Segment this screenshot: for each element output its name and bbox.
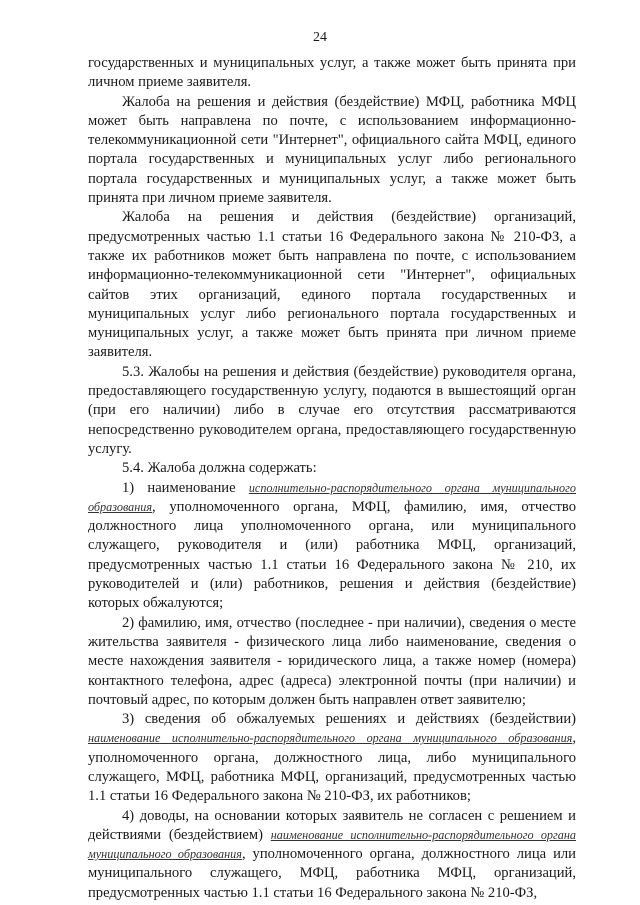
list-item-1-after: , уполномоченного органа, МФЦ, фамилию, имя, отчество должностного лица уполномоченного органа, или муниципального служащего, руководителя и (или) работника МФЦ, организаций, предусмотренных частью 1.1 статьи 16 Федерального закона № 210, их руководителей и (или) работников, решения и действия (бездействие) которых обжалуются; bbox=[88, 498, 576, 612]
paragraph-5-4: 5.4. Жалоба должна содержать: bbox=[122, 460, 317, 477]
list-item-3-after: , уполномоченного органа, должностного лица, либо муниципального служащего, МФЦ, работника МФЦ, организаций, предусмотренных частью 1.1 статьи 16 Федерального закона № 210-ФЗ, их работников; bbox=[88, 730, 576, 805]
list-item-4-before: 4) доводы, на основании которых заявитель не согласен с решением и действиями (бездействием) bbox=[88, 807, 576, 843]
paragraph-organizations-complaint: Жалоба на решения и действия (бездействие) организаций, предусмотренных частью 1.1 статьи 16 Федерального закона № 210-ФЗ, а также их работников может быть направлена по почте, с использованием информационно-телекоммуникационной сети "Интернет", официальных сайтов этих организаций, единого портала государственных и муниципальных услуг либо регионального портала государственных и муниципальных услуг, а также может быть принята при личном приеме заявителя. bbox=[88, 209, 576, 361]
list-item-1 bbox=[88, 479, 576, 614]
document-body bbox=[88, 54, 576, 903]
list-item-4-after: , уполномоченного органа, должностного лица или муниципального служащего, МФЦ, работника МФЦ, организаций, предусмотренных частью 1.1 статьи 16 Федерального закона № 210-ФЗ, bbox=[88, 846, 576, 901]
list-item-2: 2) фамилию, имя, отчество (последнее - при наличии), сведения о месте жительства заявителя - физического лица либо наименование, сведения о месте нахождения заявителя - юридического лица, а также номер (номера) контактного телефона, адрес (адреса) электронной почты (при наличии) и почтовый адрес, по которым должен быть направлен ответ заявителю; bbox=[88, 614, 576, 708]
list-item-4-underlined: наименование исполнительно-распорядительного органа муниципального образования bbox=[88, 827, 576, 862]
list-item-4 bbox=[88, 807, 576, 903]
paragraph-5-3: 5.3. Жалобы на решения и действия (бездействие) руководителя органа, предоставляющего государственную услугу, подаются в вышестоящий орган (при его наличии) либо в случае его отсутствия рассматриваются непосредственно руководителем органа, предоставляющего государственную услугу. bbox=[88, 363, 576, 457]
list-item-3 bbox=[88, 710, 576, 806]
list-item-1-underlined: исполнительно-распорядительного органа муниципального образования bbox=[88, 480, 576, 514]
list-item-3-before: 3) сведения об обжалуемых решениях и действиях (бездействии) bbox=[122, 711, 576, 728]
list-item-1-before: 1) наименование bbox=[122, 479, 249, 496]
list-item-3-underlined: наименование исполнительно-распорядительного органа муниципального образования bbox=[88, 731, 573, 746]
paragraph-continuation: государственных и муниципальных услуг, а также может быть принята при личном приеме заявителя. bbox=[88, 55, 576, 91]
page-number: 24 bbox=[313, 30, 327, 45]
paragraph-mfc-complaint: Жалоба на решения и действия (бездействие) МФЦ, работника МФЦ может быть направлена по почте, с использованием информационно-телекоммуникационной сети "Интернет", официального сайта МФЦ, единого портала государственных и муниципальных услуг либо регионального портала государственных и муниципальных услуг, а также может быть принята при личном приеме заявителя. bbox=[88, 93, 576, 207]
